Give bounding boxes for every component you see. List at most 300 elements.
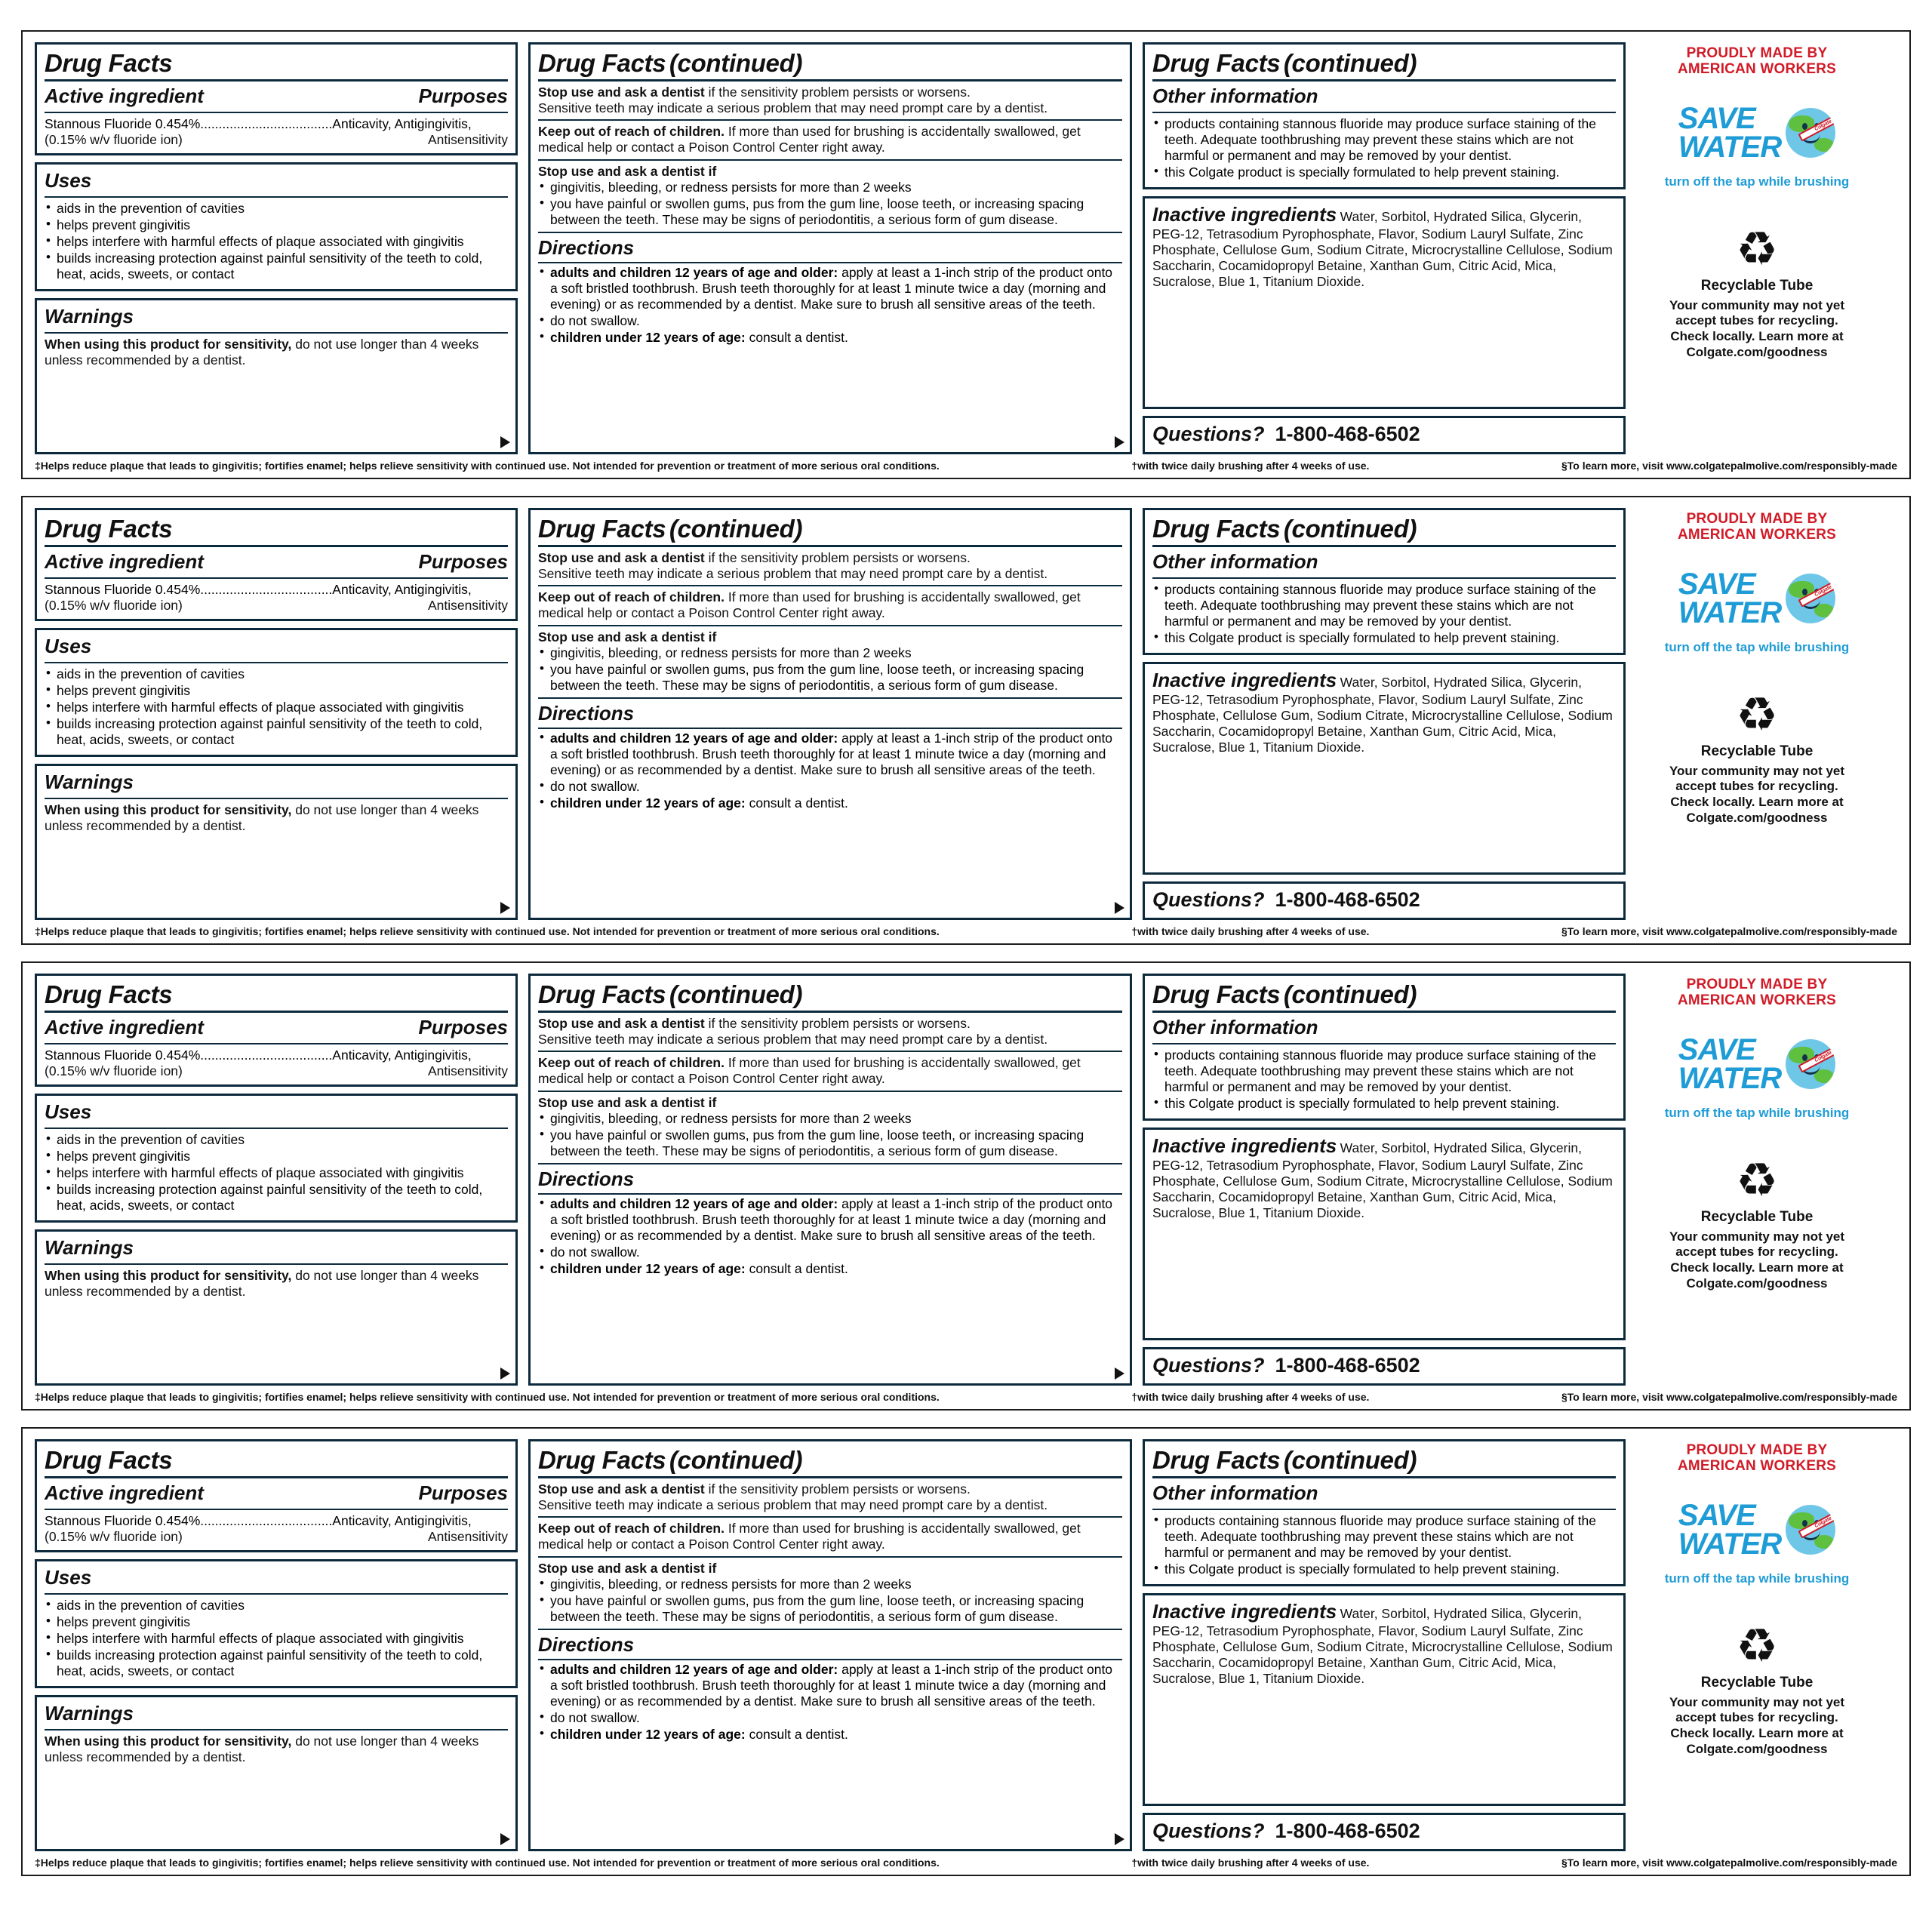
made-by-line-2: AMERICAN WORKERS: [1677, 527, 1837, 543]
footnote-2: †with twice daily brushing after 4 weeks of use.: [1131, 925, 1370, 937]
warnings-box: [35, 764, 518, 920]
warnings-text: [45, 802, 508, 833]
drug-facts-panel: [21, 1427, 1911, 1876]
list-item: • you have painful or swollen gums, pus from the gum line, loose teeth, or increasing spacing between the teeth. These may be signs of periodontitis, a serious form of gum disease.: [538, 662, 1122, 694]
list-item: [538, 1662, 1122, 1709]
recyclable-tube-title: Recyclable Tube: [1700, 1208, 1814, 1225]
other-information-box: [1143, 508, 1626, 655]
other-information-label: Other information: [1152, 1481, 1318, 1504]
save-water-badge: [1678, 101, 1835, 164]
drug-facts-panel: [21, 496, 1911, 945]
stop-use-rest: if the sensitivity problem persists or worsens.: [704, 1016, 971, 1031]
inactive-ingredients-list: Water, Sorbitol, Hydrated Silica, Glycerin, PEG-12, Tetrasodium Pyrophosphate, Flavor, Sodium Lauryl Sulfate, Zinc Phosphate, Cellulose Gum, Sodium Citrate, Microcrystalline Cellulose, Sodium Saccharin, Cocamidopropyl Betaine, Xanthan Gum, Citric Acid, Mica, Sucralose, Blue 1, Titanium Dioxide.: [1152, 675, 1613, 755]
column-other-information: [1143, 508, 1626, 920]
stop-use-if-label: Stop use and ask a dentist if: [538, 1094, 717, 1110]
recycle-text-line-2: accept tubes for recycling.: [1675, 779, 1838, 794]
list-item: • builds increasing protection against painful sensitivity of the teeth to cold, heat, acids, sweets, or contact: [45, 1182, 508, 1214]
stop-use-bold: Stop use and ask a dentist: [538, 550, 705, 565]
keep-out-bold: Keep out of reach of children.: [538, 589, 724, 605]
questions-box: [1143, 1813, 1626, 1851]
keep-out-of-reach: [538, 124, 1122, 155]
footnote-2: †with twice daily brushing after 4 weeks of use.: [1131, 460, 1370, 472]
other-information-label: Other information: [1152, 1016, 1318, 1038]
questions-phone[interactable]: 1-800-468-6502: [1275, 888, 1420, 911]
list-item: • you have painful or swollen gums, pus from the gum line, loose teeth, or increasing spacing between the teeth. These may be signs of periodontitis, a serious form of gum disease.: [538, 1128, 1122, 1159]
continued-label: (continued): [669, 1446, 803, 1474]
inactive-ingredients-box: [1143, 1593, 1626, 1806]
made-by-badge: [1678, 45, 1836, 78]
stop-use-sensitivity: [538, 1016, 1122, 1032]
save-water-tagline: turn off the tap while brushing: [1664, 1571, 1850, 1586]
keep-out-bold: Keep out of reach of children.: [538, 1055, 724, 1071]
list-item: • products containing stannous fluoride may produce surface staining of the teeth. Adequate toothbrushing may prevent these stains which are not harmful or permanent and may be removed by your dentist.: [1152, 1513, 1616, 1561]
drug-facts-continued-box: [528, 508, 1132, 920]
drug-facts-title: Drug Facts: [45, 1446, 173, 1474]
list-item: • gingivitis, bleeding, or redness persists for more than 2 weeks: [538, 1577, 1122, 1592]
recycle-text-line-1: Your community may not yet: [1669, 297, 1845, 312]
continued-label: (continued): [669, 515, 803, 543]
made-by-badge: [1678, 511, 1836, 543]
stop-use-if-label: Stop use and ask a dentist if: [538, 1560, 717, 1576]
made-by-line-1: PROUDLY MADE BY: [1686, 45, 1828, 61]
continue-arrow-icon: [500, 1833, 510, 1845]
directions-label: Directions: [538, 1167, 635, 1190]
purposes-label: Purposes: [418, 1016, 508, 1038]
footnote-1: ‡Helps reduce plaque that leads to gingivitis; fortifies enamel; helps relieve sensitivity with continued use. Not intended for prevention or treatment of more serious oral conditions.: [35, 925, 940, 937]
made-by-line-2: AMERICAN WORKERS: [1677, 1458, 1837, 1475]
directions-adults-bold: adults and children 12 years of age and older:: [550, 730, 838, 746]
made-by-line-1: PROUDLY MADE BY: [1686, 1442, 1828, 1458]
continued-label: (continued): [1283, 1446, 1417, 1474]
inactive-ingredients-text: [1152, 1134, 1616, 1221]
keep-out-rest: If more than used for brushing is accidentally swallowed, get medical help or contact a Poison Control Center right away.: [538, 1521, 1081, 1552]
warnings-label: Warnings: [45, 771, 134, 794]
directions-adults-rest: apply at least a 1-inch strip of the product onto a soft bristled toothbrush. Brush teeth thoroughly for at least 1 minute twice a day (morning and evening) or as recommended by a dentist. Make sure to brush all sensitive areas of the teeth.: [550, 1661, 1113, 1709]
inactive-ingredients-list: Water, Sorbitol, Hydrated Silica, Glycerin, PEG-12, Tetrasodium Pyrophosphate, Flavor, Sodium Lauryl Sulfate, Zinc Phosphate, Cellulose Gum, Sodium Citrate, Microcrystalline Cellulose, Sodium Saccharin, Cocamidopropyl Betaine, Xanthan Gum, Citric Acid, Mica, Sucralose, Blue 1, Titanium Dioxide.: [1152, 209, 1613, 289]
list-item: [538, 795, 1122, 811]
save-water-badge: [1678, 1032, 1835, 1095]
questions-phone[interactable]: 1-800-468-6502: [1275, 1820, 1420, 1842]
directions-label: Directions: [538, 235, 635, 259]
recycle-icon: ♻: [1736, 1620, 1778, 1672]
continue-arrow-icon: [1115, 1367, 1124, 1380]
uses-box: [35, 1094, 518, 1223]
questions-box: [1143, 1347, 1626, 1386]
warnings-bold: When using this product for sensitivity,: [45, 1734, 292, 1749]
continue-arrow-icon: [500, 436, 510, 448]
water-label: WATER: [1678, 130, 1782, 164]
footnote-1: ‡Helps reduce plaque that leads to gingivitis; fortifies enamel; helps relieve sensitivity with continued use. Not intended for prevention or treatment of more serious oral conditions.: [35, 460, 940, 472]
recycle-text-line-4[interactable]: Colgate.com/goodness: [1686, 810, 1828, 825]
inactive-ingredients-label: Inactive ingredients: [1152, 1134, 1337, 1157]
list-item: • aids in the prevention of cavities: [45, 1598, 508, 1614]
directions-adults-rest: apply at least a 1-inch strip of the product onto a soft bristled toothbrush. Brush teeth thoroughly for at least 1 minute twice a day (morning and evening) or as recommended by a dentist. Make sure to brush all sensitive areas of the teeth.: [550, 1195, 1113, 1243]
list-item: [538, 1727, 1122, 1743]
sensitive-teeth-note: Sensitive teeth may indicate a serious problem that may need prompt care by a dentist.: [538, 1497, 1048, 1512]
recycle-icon: ♻: [1736, 223, 1778, 275]
globe-icon: [1786, 1505, 1835, 1555]
recyclable-tube-badge: [1669, 688, 1845, 826]
list-item: [538, 1196, 1122, 1244]
warnings-label: Warnings: [45, 1236, 134, 1260]
list-item: • aids in the prevention of cavities: [45, 666, 508, 682]
questions-label: Questions?: [1152, 1820, 1265, 1842]
inactive-ingredients-text: [1152, 669, 1616, 755]
recyclable-tube-text: [1669, 1695, 1844, 1758]
list-item: • products containing stannous fluoride may produce surface staining of the teeth. Adequate toothbrushing may prevent these stains which are not harmful or permanent and may be removed by your dentist.: [1152, 582, 1616, 629]
active-ingredient-line-1: Stannous Fluoride 0.454%....................................Anticavity, Antigingivitis,: [45, 582, 472, 597]
recyclable-tube-title: Recyclable Tube: [1700, 277, 1814, 294]
active-ingredient-box: [35, 1439, 518, 1552]
list-item: • helps prevent gingivitis: [45, 217, 508, 233]
directions-children-bold: children under 12 years of age:: [550, 1726, 746, 1742]
footnote-2: †with twice daily brushing after 4 weeks of use.: [1131, 1391, 1370, 1403]
directions-no-swallow: do not swallow.: [550, 1244, 640, 1260]
inactive-ingredients-list: Water, Sorbitol, Hydrated Silica, Glycerin, PEG-12, Tetrasodium Pyrophosphate, Flavor, Sodium Lauryl Sulfate, Zinc Phosphate, Cellulose Gum, Sodium Citrate, Microcrystalline Cellulose, Sodium Saccharin, Cocamidopropyl Betaine, Xanthan Gum, Citric Acid, Mica, Sucralose, Blue 1, Titanium Dioxide.: [1152, 1140, 1613, 1220]
antisensitivity-purpose: Antisensitivity: [427, 1528, 508, 1544]
other-information-list: [1152, 1048, 1616, 1112]
recycle-text-line-3: Check locally. Learn more at: [1670, 1726, 1844, 1740]
column-active-ingredient: [35, 974, 518, 1386]
warnings-rest: do not use longer than 4 weeks unless recommended by a dentist.: [45, 802, 479, 833]
continue-arrow-icon: [1115, 902, 1124, 914]
antisensitivity-purpose: Antisensitivity: [427, 1063, 508, 1078]
continued-label: (continued): [1283, 49, 1417, 77]
recyclable-tube-text: [1669, 1229, 1844, 1292]
uses-list: [45, 1598, 508, 1679]
list-item: • this Colgate product is specially formulated to help prevent staining.: [1152, 630, 1616, 646]
save-water-badge: [1678, 567, 1835, 629]
list-item: • this Colgate product is specially formulated to help prevent staining.: [1152, 1561, 1616, 1577]
column-directions: [528, 508, 1132, 920]
save-label: SAVE: [1678, 1498, 1755, 1532]
column-active-ingredient: [35, 1439, 518, 1851]
warnings-bold: When using this product for sensitivity,: [45, 337, 292, 352]
save-water-tagline: turn off the tap while brushing: [1664, 174, 1850, 189]
drug-facts-title: Drug Facts: [45, 515, 173, 543]
drug-facts-title: Drug Facts: [1152, 1446, 1281, 1474]
active-ingredient-line-2: (0.15% w/v fluoride ion): [45, 597, 183, 613]
questions-phone[interactable]: 1-800-468-6502: [1275, 1354, 1420, 1377]
save-label: SAVE: [1678, 567, 1755, 601]
column-other-information: [1143, 974, 1626, 1386]
save-water-badge: [1678, 1498, 1835, 1561]
directions-children-rest: consult a dentist.: [745, 329, 848, 345]
antisensitivity-purpose: Antisensitivity: [427, 131, 508, 147]
keep-out-of-reach: [538, 589, 1122, 620]
list-item: [538, 313, 1122, 329]
list-item: • gingivitis, bleeding, or redness persists for more than 2 weeks: [538, 1111, 1122, 1127]
keep-out-rest: If more than used for brushing is accidentally swallowed, get medical help or contact a Poison Control Center right away.: [538, 124, 1081, 155]
list-item: • helps prevent gingivitis: [45, 683, 508, 699]
inactive-ingredients-text: [1152, 1600, 1616, 1687]
drug-facts-title: Drug Facts: [1152, 980, 1281, 1008]
list-item: [538, 1261, 1122, 1277]
made-by-line-2: AMERICAN WORKERS: [1677, 992, 1837, 1009]
directions-children-bold: children under 12 years of age:: [550, 329, 746, 345]
stop-use-bold: Stop use and ask a dentist: [538, 1481, 705, 1497]
uses-list: [45, 666, 508, 748]
stop-use-if-label: Stop use and ask a dentist if: [538, 629, 717, 645]
made-by-line-1: PROUDLY MADE BY: [1686, 977, 1828, 992]
recyclable-tube-badge: [1669, 1154, 1845, 1292]
questions-label: Questions?: [1152, 423, 1265, 445]
active-ingredient-line-2: (0.15% w/v fluoride ion): [45, 1528, 183, 1544]
brush-brand: Colgate: [1814, 584, 1833, 598]
column-directions: [528, 42, 1132, 454]
column-marketing: [1636, 42, 1878, 454]
list-item: [538, 1710, 1122, 1726]
directions-adults-rest: apply at least a 1-inch strip of the product onto a soft bristled toothbrush. Brush teeth thoroughly for at least 1 minute twice a day (morning and evening) or as recommended by a dentist. Make sure to brush all sensitive areas of the teeth.: [550, 264, 1113, 312]
drug-facts-title: Drug Facts: [1152, 515, 1281, 543]
continued-label: (continued): [669, 980, 803, 1008]
recycle-text-line-1: Your community may not yet: [1669, 1694, 1845, 1709]
warnings-label: Warnings: [45, 1702, 134, 1725]
list-item: • gingivitis, bleeding, or redness persists for more than 2 weeks: [538, 180, 1122, 195]
active-ingredient-box: [35, 42, 518, 155]
stop-use-list: [538, 645, 1122, 694]
water-label: WATER: [1678, 595, 1782, 629]
drug-facts-title: Drug Facts: [538, 980, 666, 1008]
stop-use-if-label: Stop use and ask a dentist if: [538, 163, 717, 179]
drug-facts-panel: [21, 961, 1911, 1411]
other-information-box: [1143, 42, 1626, 189]
recycle-text-line-2: accept tubes for recycling.: [1675, 313, 1838, 328]
stop-use-list: [538, 1111, 1122, 1159]
directions-list: [538, 1196, 1122, 1277]
recycle-text-line-1: Your community may not yet: [1669, 763, 1845, 778]
list-item: • this Colgate product is specially formulated to help prevent staining.: [1152, 1096, 1616, 1112]
active-ingredient-label: Active ingredient: [45, 1481, 204, 1504]
warnings-rest: do not use longer than 4 weeks unless recommended by a dentist.: [45, 1734, 479, 1764]
drug-facts-panel: [21, 30, 1911, 479]
continue-arrow-icon: [1115, 1833, 1124, 1845]
stop-use-rest: if the sensitivity problem persists or worsens.: [704, 85, 971, 100]
stop-use-rest: if the sensitivity problem persists or worsens.: [704, 550, 971, 565]
column-other-information: [1143, 42, 1626, 454]
drug-facts-continued-box: [528, 1439, 1132, 1851]
active-ingredient-box: [35, 508, 518, 621]
list-item: • helps prevent gingivitis: [45, 1614, 508, 1630]
stop-use-sensitivity: [538, 85, 1122, 100]
list-item: • products containing stannous fluoride may produce surface staining of the teeth. Adequate toothbrushing may prevent these stains which are not harmful or permanent and may be removed by your dentist.: [1152, 116, 1616, 164]
column-directions: [528, 1439, 1132, 1851]
stop-use-bold: Stop use and ask a dentist: [538, 85, 705, 100]
purposes-label: Purposes: [418, 550, 508, 573]
other-information-label: Other information: [1152, 85, 1318, 107]
list-item: • helps prevent gingivitis: [45, 1149, 508, 1164]
continued-label: (continued): [669, 49, 803, 77]
directions-list: [538, 731, 1122, 811]
active-ingredient-label: Active ingredient: [45, 1016, 204, 1038]
directions-no-swallow: do not swallow.: [550, 778, 640, 794]
active-ingredient-line-2: (0.15% w/v fluoride ion): [45, 1063, 183, 1078]
directions-adults-bold: adults and children 12 years of age and older:: [550, 1195, 838, 1211]
active-ingredient-line-1: Stannous Fluoride 0.454%....................................Anticavity, Antigingivitis,: [45, 1513, 472, 1528]
brush-brand: Colgate: [1814, 118, 1833, 132]
warnings-label: Warnings: [45, 305, 134, 328]
other-information-box: [1143, 1439, 1626, 1586]
questions-box: [1143, 416, 1626, 454]
sensitive-teeth-note: Sensitive teeth may indicate a serious problem that may need prompt care by a dentist.: [538, 100, 1048, 115]
list-item: [538, 779, 1122, 795]
made-by-badge: [1678, 1442, 1836, 1475]
directions-children-rest: consult a dentist.: [745, 1726, 848, 1742]
recycle-text-line-1: Your community may not yet: [1669, 1229, 1845, 1244]
stop-use-list: [538, 1577, 1122, 1625]
list-item: [538, 731, 1122, 778]
inactive-ingredients-list: Water, Sorbitol, Hydrated Silica, Glycerin, PEG-12, Tetrasodium Pyrophosphate, Flavor, Sodium Lauryl Sulfate, Zinc Phosphate, Cellulose Gum, Sodium Citrate, Microcrystalline Cellulose, Sodium Saccharin, Cocamidopropyl Betaine, Xanthan Gum, Citric Acid, Mica, Sucralose, Blue 1, Titanium Dioxide.: [1152, 1606, 1613, 1686]
active-ingredient-label: Active ingredient: [45, 85, 204, 107]
list-item: [538, 330, 1122, 346]
recycle-text-line-2: accept tubes for recycling.: [1675, 1244, 1838, 1260]
inactive-ingredients-box: [1143, 196, 1626, 409]
save-label: SAVE: [1678, 101, 1755, 135]
uses-label: Uses: [45, 635, 92, 658]
inactive-ingredients-label: Inactive ingredients: [1152, 1600, 1337, 1623]
warnings-text: [45, 1734, 508, 1764]
footnote-row: [35, 1857, 1897, 1869]
purposes-label: Purposes: [418, 1481, 508, 1504]
stop-use-list: [538, 180, 1122, 228]
directions-adults-bold: adults and children 12 years of age and older:: [550, 1661, 838, 1677]
drug-facts-title: Drug Facts: [45, 980, 173, 1008]
questions-phone[interactable]: 1-800-468-6502: [1275, 423, 1420, 445]
made-by-line-1: PROUDLY MADE BY: [1686, 511, 1828, 527]
list-item: [538, 1244, 1122, 1260]
list-item: • you have painful or swollen gums, pus from the gum line, loose teeth, or increasing spacing between the teeth. These may be signs of periodontitis, a serious form of gum disease.: [538, 196, 1122, 228]
warnings-bold: When using this product for sensitivity,: [45, 802, 292, 818]
other-information-list: [1152, 582, 1616, 646]
other-information-list: [1152, 1513, 1616, 1577]
globe-icon: [1786, 574, 1835, 623]
footnote-1: ‡Helps reduce plaque that leads to gingivitis; fortifies enamel; helps relieve sensitivity with continued use. Not intended for prevention or treatment of more serious oral conditions.: [35, 1391, 940, 1403]
brush-brand: Colgate: [1814, 1050, 1833, 1063]
list-item: • you have painful or swollen gums, pus from the gum line, loose teeth, or increasing spacing between the teeth. These may be signs of periodontitis, a serious form of gum disease.: [538, 1593, 1122, 1625]
continue-arrow-icon: [500, 902, 510, 914]
list-item: • helps interfere with harmful effects of plaque associated with gingivitis: [45, 700, 508, 715]
save-label: SAVE: [1678, 1032, 1755, 1066]
footnote-row: [35, 460, 1897, 472]
directions-label: Directions: [538, 701, 635, 724]
keep-out-rest: If more than used for brushing is accidentally swallowed, get medical help or contact a Poison Control Center right away.: [538, 1055, 1081, 1086]
directions-label: Directions: [538, 1632, 635, 1656]
list-item: • helps interfere with harmful effects of plaque associated with gingivitis: [45, 1631, 508, 1647]
directions-children-rest: consult a dentist.: [745, 795, 848, 811]
continue-arrow-icon: [1115, 436, 1124, 448]
save-water-tagline: turn off the tap while brushing: [1664, 639, 1850, 654]
keep-out-of-reach: [538, 1521, 1122, 1552]
warnings-bold: When using this product for sensitivity,: [45, 1268, 292, 1284]
directions-children-bold: children under 12 years of age:: [550, 795, 746, 811]
brush-brand: Colgate: [1814, 1515, 1833, 1529]
other-information-box: [1143, 974, 1626, 1121]
recycle-text-line-4[interactable]: Colgate.com/goodness: [1686, 1275, 1828, 1291]
footnote-row: [35, 1391, 1897, 1403]
water-label: WATER: [1678, 1061, 1782, 1095]
warnings-rest: do not use longer than 4 weeks unless recommended by a dentist.: [45, 1268, 479, 1299]
questions-label: Questions?: [1152, 1354, 1265, 1377]
list-item: [538, 265, 1122, 312]
inactive-ingredients-label: Inactive ingredients: [1152, 203, 1337, 226]
sensitive-teeth-note: Sensitive teeth may indicate a serious problem that may need prompt care by a dentist.: [538, 1031, 1048, 1047]
footnote-2: †with twice daily brushing after 4 weeks of use.: [1131, 1857, 1370, 1869]
active-ingredient-label: Active ingredient: [45, 550, 204, 573]
footnote-3: §To learn more, visit www.colgatepalmolive.com/responsibly-made: [1561, 1391, 1897, 1403]
recycle-text-line-2: accept tubes for recycling.: [1675, 1710, 1838, 1725]
uses-box: [35, 162, 518, 291]
stop-use-rest: if the sensitivity problem persists or worsens.: [704, 1481, 971, 1497]
keep-out-rest: If more than used for brushing is accidentally swallowed, get medical help or contact a Poison Control Center right away.: [538, 589, 1081, 620]
footnote-3: §To learn more, visit www.colgatepalmolive.com/responsibly-made: [1561, 1857, 1897, 1869]
drug-facts-title: Drug Facts: [538, 515, 666, 543]
continue-arrow-icon: [500, 1367, 510, 1380]
questions-box: [1143, 881, 1626, 920]
water-label: WATER: [1678, 1527, 1782, 1561]
directions-adults-rest: apply at least a 1-inch strip of the product onto a soft bristled toothbrush. Brush teeth thoroughly for at least 1 minute twice a day (morning and evening) or as recommended by a dentist. Make sure to brush all sensitive areas of the teeth.: [550, 730, 1113, 777]
column-directions: [528, 974, 1132, 1386]
directions-no-swallow: do not swallow.: [550, 312, 640, 328]
recycle-text-line-4[interactable]: Colgate.com/goodness: [1686, 1741, 1828, 1756]
drug-facts-continued-box: [528, 974, 1132, 1386]
footnote-3: §To learn more, visit www.colgatepalmolive.com/responsibly-made: [1561, 460, 1897, 472]
column-active-ingredient: [35, 508, 518, 920]
stop-use-sensitivity: [538, 550, 1122, 566]
recyclable-tube-badge: [1669, 1620, 1845, 1758]
drug-facts-title: Drug Facts: [538, 1446, 666, 1474]
warnings-text: [45, 1268, 508, 1299]
warnings-box: [35, 298, 518, 454]
list-item: • builds increasing protection against painful sensitivity of the teeth to cold, heat, acids, sweets, or contact: [45, 251, 508, 282]
recycle-text-line-4[interactable]: Colgate.com/goodness: [1686, 344, 1828, 359]
stop-use-sensitivity: [538, 1481, 1122, 1497]
uses-list: [45, 201, 508, 282]
globe-icon: [1786, 108, 1835, 158]
drug-facts-title: Drug Facts: [45, 49, 173, 77]
active-ingredient-line-1: Stannous Fluoride 0.454%....................................Anticavity, Antigingivitis,: [45, 1048, 472, 1063]
continued-label: (continued): [1283, 515, 1417, 543]
recyclable-tube-title: Recyclable Tube: [1700, 1674, 1814, 1690]
inactive-ingredients-box: [1143, 1128, 1626, 1340]
column-marketing: [1636, 974, 1878, 1386]
list-item: • this Colgate product is specially formulated to help prevent staining.: [1152, 165, 1616, 180]
uses-box: [35, 628, 518, 757]
recycle-text-line-3: Check locally. Learn more at: [1670, 329, 1844, 343]
warnings-rest: do not use longer than 4 weeks unless recommended by a dentist.: [45, 337, 479, 368]
keep-out-bold: Keep out of reach of children.: [538, 124, 724, 140]
list-item: • helps interfere with harmful effects of plaque associated with gingivitis: [45, 1165, 508, 1181]
recyclable-tube-text: [1669, 764, 1844, 826]
directions-children-bold: children under 12 years of age:: [550, 1260, 746, 1276]
drug-facts-title: Drug Facts: [1152, 49, 1281, 77]
uses-label: Uses: [45, 1100, 92, 1124]
made-by-badge: [1678, 977, 1836, 1009]
inactive-ingredients-label: Inactive ingredients: [1152, 669, 1337, 691]
keep-out-of-reach: [538, 1055, 1122, 1086]
warnings-box: [35, 1229, 518, 1386]
directions-adults-bold: adults and children 12 years of age and older:: [550, 264, 838, 280]
list-item: • aids in the prevention of cavities: [45, 1132, 508, 1148]
column-other-information: [1143, 1439, 1626, 1851]
active-ingredient-line-2: (0.15% w/v fluoride ion): [45, 131, 183, 147]
directions-children-rest: consult a dentist.: [745, 1260, 848, 1276]
made-by-line-2: AMERICAN WORKERS: [1677, 61, 1837, 78]
column-active-ingredient: [35, 42, 518, 454]
list-item: • gingivitis, bleeding, or redness persists for more than 2 weeks: [538, 645, 1122, 661]
warnings-text: [45, 337, 508, 368]
recyclable-tube-title: Recyclable Tube: [1700, 743, 1814, 759]
recycle-text-line-3: Check locally. Learn more at: [1670, 795, 1844, 809]
